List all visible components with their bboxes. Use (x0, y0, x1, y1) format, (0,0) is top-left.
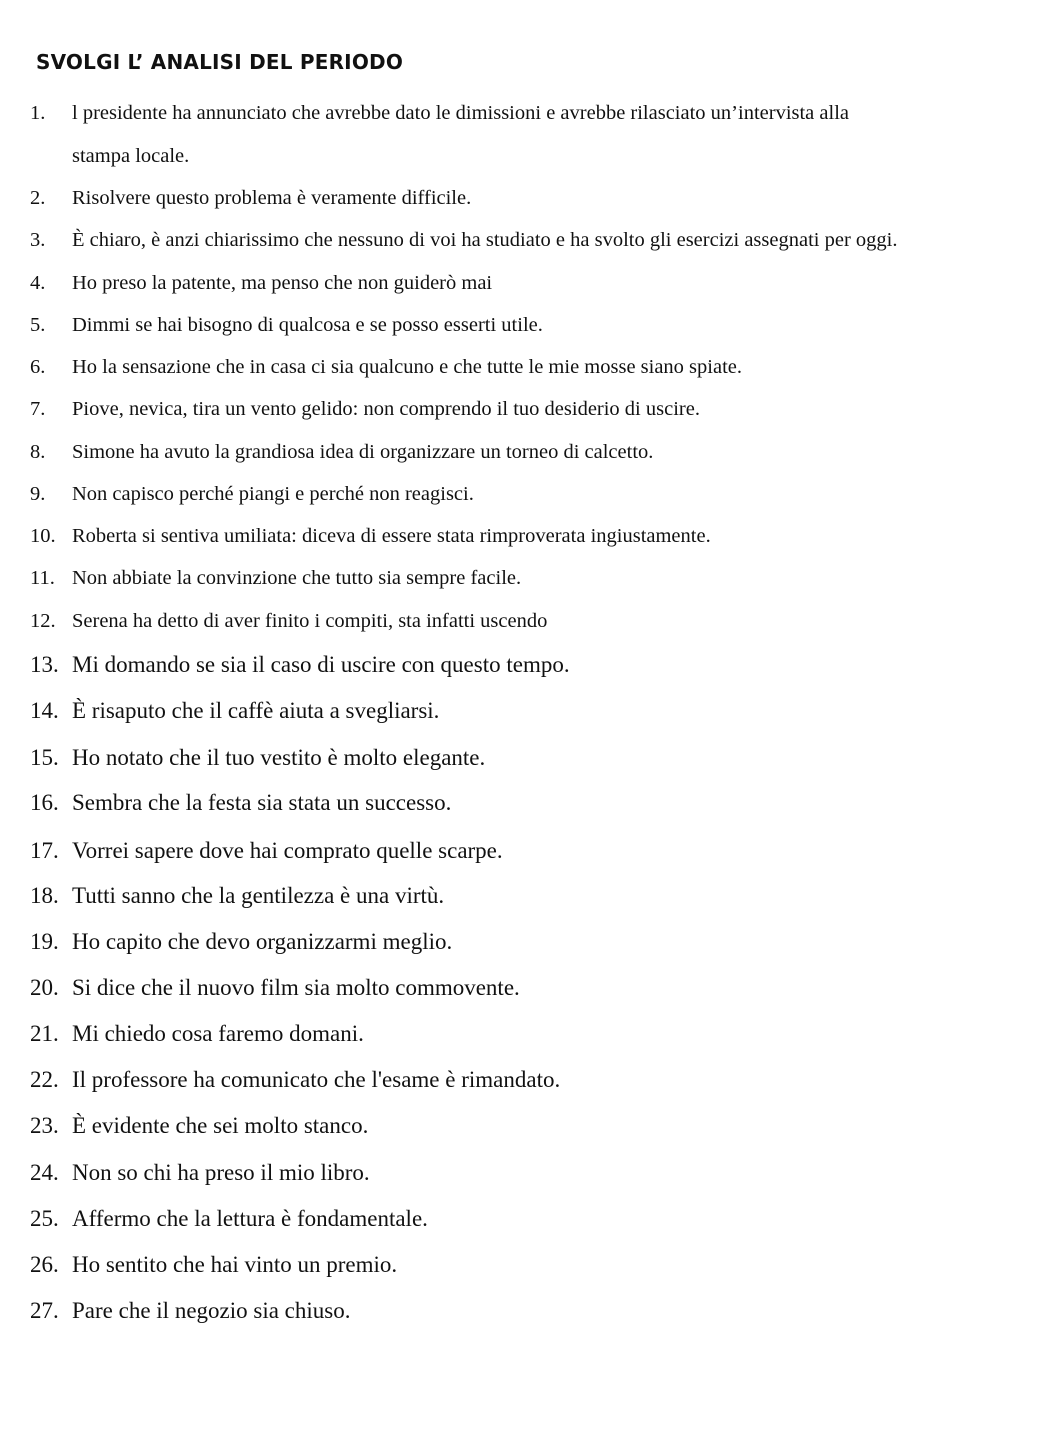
item-number: 21. (30, 1021, 59, 1046)
page-title: SVOLGI L’ ANALISI DEL PERIODO (36, 50, 404, 74)
item-number: 23. (30, 1113, 59, 1138)
item-text: Risolvere questo problema è veramente difficile. (72, 187, 472, 209)
item-text: Il professore ha comunicato che l'esame è rimandato. (72, 1067, 561, 1092)
item-text: Serena ha detto di aver finito i compiti, sta infatti uscendo (72, 610, 548, 632)
item-number: 12. (30, 610, 56, 632)
item-number: 16. (30, 790, 59, 815)
item-text: Pare che il negozio sia chiuso. (72, 1298, 351, 1323)
item-number: 18. (30, 883, 59, 908)
item-text: Affermo che la lettura è fondamentale. (72, 1206, 428, 1231)
item-number: 19. (30, 929, 59, 954)
item-number: 26. (30, 1252, 59, 1277)
item-number: 10. (30, 525, 56, 547)
item-text: Si dice che il nuovo film sia molto commovente. (72, 975, 520, 1000)
item-number: 8. (30, 441, 46, 463)
item-text: Ho preso la patente, ma penso che non guiderò mai (72, 272, 493, 294)
item-text: Tutti sanno che la gentilezza è una virtù. (72, 883, 445, 908)
item-text: Piove, nevica, tira un vento gelido: non comprendo il tuo desiderio di uscire. (72, 398, 700, 420)
item-number: 20. (30, 975, 59, 1000)
item-text: È chiaro, è anzi chiarissimo che nessuno di voi ha studiato e ha svolto gli esercizi assegnati per oggi. (72, 229, 898, 251)
item-number: 17. (30, 838, 59, 863)
item-number: 15. (30, 745, 59, 770)
item-text: Vorrei sapere dove hai comprato quelle scarpe. (72, 838, 503, 863)
item-text: Dimmi se hai bisogno di qualcosa e se posso esserti utile. (72, 314, 543, 336)
item-number: 27. (30, 1298, 59, 1323)
item-number: 24. (30, 1160, 59, 1185)
item-text: Non capisco perché piangi e perché non reagisci. (72, 483, 474, 505)
item-number: 1. (30, 102, 46, 124)
item-number: 13. (30, 652, 59, 677)
item-text-continuation: stampa locale. (72, 145, 190, 167)
item-number: 2. (30, 187, 46, 209)
item-number: 3. (30, 229, 46, 251)
item-text: Ho notato che il tuo vestito è molto elegante. (72, 745, 486, 770)
item-text: Ho sentito che hai vinto un premio. (72, 1252, 398, 1277)
item-text: È evidente che sei molto stanco. (72, 1113, 369, 1138)
item-text: È risaputo che il caffè aiuta a svegliarsi. (72, 698, 440, 723)
item-text: Ho capito che devo organizzarmi meglio. (72, 929, 453, 954)
item-number: 4. (30, 272, 46, 294)
item-number: 14. (30, 698, 59, 723)
item-number: 22. (30, 1067, 59, 1092)
item-number: 5. (30, 314, 46, 336)
item-text: Roberta si sentiva umiliata: diceva di essere stata rimproverata ingiustamente. (72, 525, 711, 547)
item-text: Ho la sensazione che in casa ci sia qualcuno e che tutte le mie mosse siano spiate. (72, 356, 743, 378)
item-text: Non so chi ha preso il mio libro. (72, 1160, 370, 1185)
item-number: 9. (30, 483, 46, 505)
item-text: l presidente ha annunciato che avrebbe dato le dimissioni e avrebbe rilasciato un’intervista alla (72, 102, 849, 124)
item-number: 6. (30, 356, 46, 378)
item-number: 7. (30, 398, 46, 420)
item-text: Sembra che la festa sia stata un successo. (72, 790, 452, 815)
item-text: Mi domando se sia il caso di uscire con questo tempo. (72, 652, 570, 677)
item-text: Simone ha avuto la grandiosa idea di organizzare un torneo di calcetto. (72, 441, 654, 463)
item-number: 25. (30, 1206, 59, 1231)
item-number: 11. (30, 567, 55, 589)
item-text: Mi chiedo cosa faremo domani. (72, 1021, 364, 1046)
item-text: Non abbiate la convinzione che tutto sia sempre facile. (72, 567, 522, 589)
